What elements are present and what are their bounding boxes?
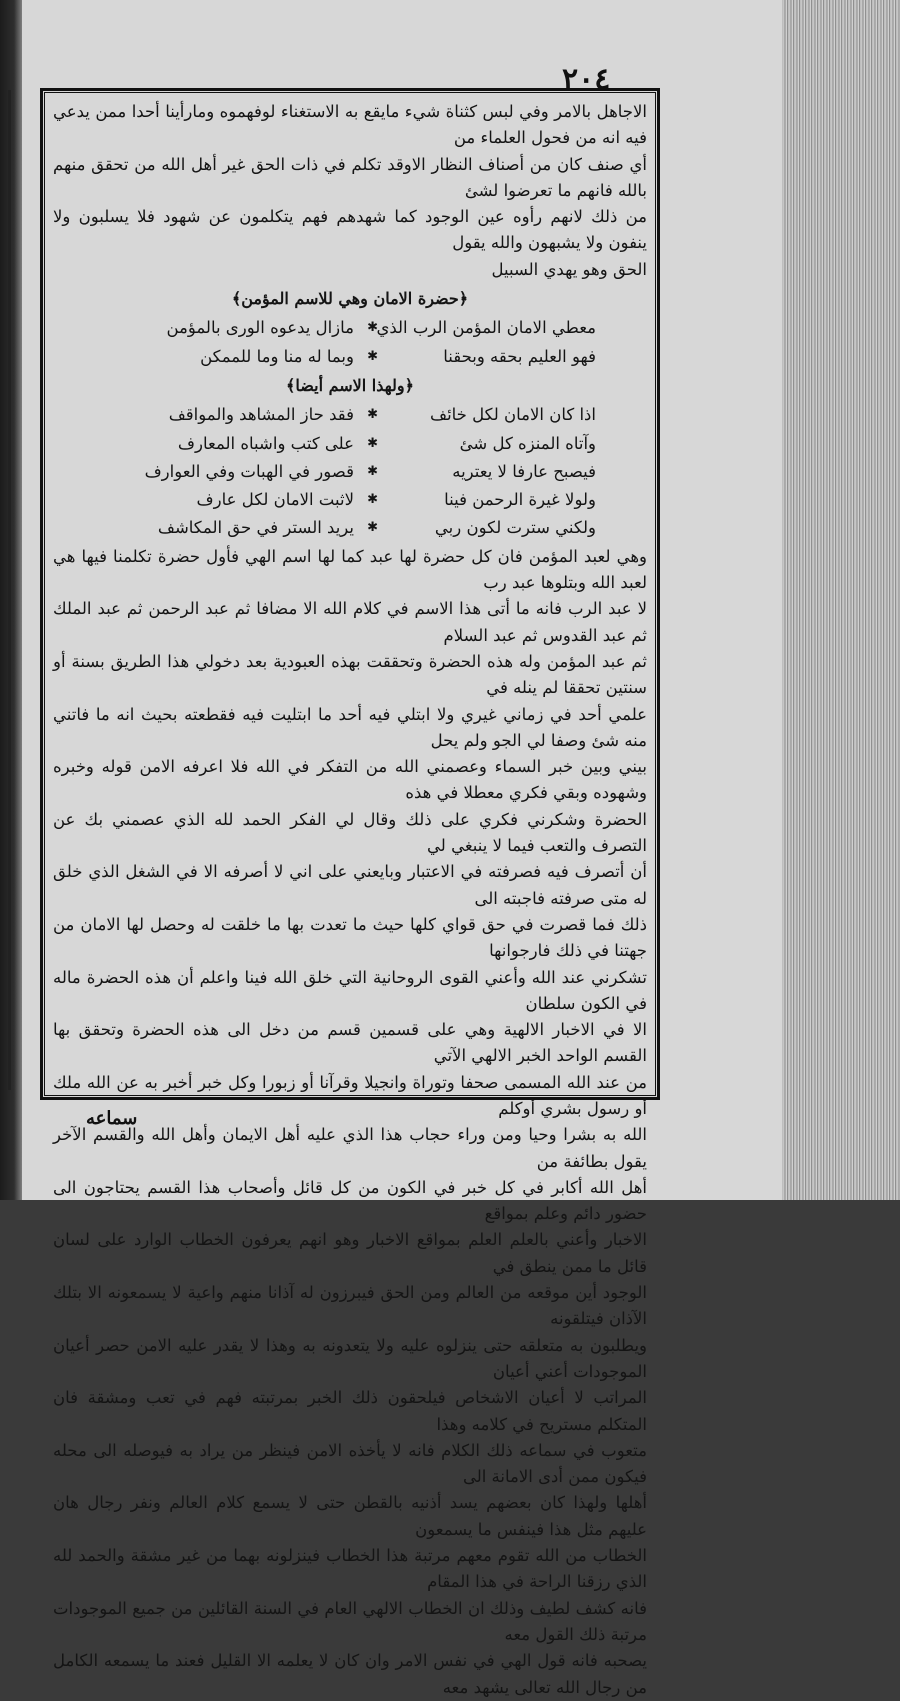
verse-left-hemistich: وبما له منا وما للممكن: [200, 346, 354, 366]
text-line: فانه كشف لطيف وذلك ان الخطاب الالهي العام في السنة القائلين من جميع الموجودات مرتبة ذلك القول معه: [53, 1598, 647, 1644]
text-line: يصحبه فانه قول الهي في نفس الامر وان كان لا يعلمه الا القليل فعند ما يسمعه الكامل من رجال الله تعالى يشهد معه: [53, 1651, 647, 1697]
verse-line: [53, 515, 647, 541]
verse-line: [53, 459, 647, 485]
gutter-shadow: [8, 90, 11, 1090]
verse-left-hemistich: قصور في الهبات وفي العوارف: [144, 461, 354, 481]
poem-block-2: [53, 402, 647, 541]
text-line: علمي أحد في زماني غيري ولا ابتلي فيه أحد ما ابتليت فيه فقطعته بحيث انه ما فاتني منه شئ وصفا لي الجو ولم يحل: [53, 704, 647, 750]
text-line: المراتب لا أعيان الاشخاص فيلحقون ذلك الخبر بمرتبته فهم في تعب ومشقة فان المتكلم مستريح في كلامه وهذا: [53, 1388, 647, 1434]
text-line: من ذلك لانهم رأوه عين الوجود كما شهدهم فهم يتكلمون عن شهود فلا يسلبون ولا ينفون ولا يشبهون والله يقول: [53, 207, 647, 253]
star-separator-icon: ✱: [367, 520, 378, 536]
text-line: الوجود أين موقعه من العالم ومن الحق فيبرزون له آذانا منهم واعية لا يسمعونه الا بتلك الآذان فيتلقونه: [53, 1283, 647, 1329]
text-line: الحضرة وشكرني فكري على ذلك وقال لي الفكر الحمد لله الذي عصمني بك عن التصرف والتعب فيما لا ينبغي لي: [53, 809, 647, 856]
page-edges: [775, 0, 900, 1200]
verse-left-hemistich: على كتب واشباه المعارف: [177, 433, 354, 453]
text-frame: [40, 88, 660, 1697]
text-line: الاخبار وأعني بالعلم العلم بمواقع الاخبار وهو انهم يعرفون الخطاب الوارد على لسان قائل ما ممن ينطق في: [53, 1230, 647, 1276]
verse-left-hemistich: يريد الستر في حق المكاشف: [157, 518, 354, 538]
star-separator-icon: ✱: [367, 435, 378, 451]
text-line: ويطلبون به متعلقه حتى ينزلوه عليه ولا يتعدونه به وهذا لا يقدر عليه الامن حصر أعيان الموجودات أعني أعيان: [53, 1335, 647, 1381]
verse-right-hemistich: معطي الامان المؤمن الرب الذي: [376, 318, 596, 338]
verse-left-hemistich: مازال يدعوه الورى بالمؤمن: [166, 318, 354, 338]
verse-right-hemistich: ولكني سترت لكون ربي: [434, 518, 596, 538]
page-number: ٢٠٤: [562, 62, 611, 97]
text-line: لا عبد الرب فانه ما أتى هذا الاسم في كلام الله الا مضافا ثم عبد الرحمن ثم عبد الملك ثم عبد القدوس ثم عبد السلام: [53, 599, 647, 645]
text-line: الاجاهل بالامر وفي لبس كثناة شيء مايقع به الاستغناء لوفهموه ومارأينا أحدا ممن يدعي فيه انه من فحول العلماء من: [53, 102, 647, 148]
intro-paragraph: [53, 99, 647, 283]
catchword: سماعه: [86, 1108, 138, 1129]
text-line: تشكرني عند الله وأعني القوى الروحانية التي خلق الله فينا واعلم أن هذه الحضرة ماله في الكون سلطان: [53, 967, 647, 1013]
text-line: الله به بشرا وحيا ومن وراء حجاب هذا الذي عليه أهل الايمان وأهل الله والقسم الآخر يقول بطائفة من: [53, 1125, 647, 1171]
section-heading: ﴿حضرة الامان وهي للاسم المؤمن﴾: [231, 289, 469, 309]
text-line: أي صنف كان من أصناف النظار الاوقد تكلم في ذات الحق غير أهل الله من تحقق منهم بالله فانهم ما تعرضوا لشئ: [53, 154, 647, 200]
verse-line: [53, 315, 647, 341]
star-separator-icon: ✱: [367, 492, 378, 508]
verse-right-hemistich: فيصبح عارفا لا يعتريه: [452, 461, 596, 481]
poem-block-1: [53, 315, 647, 370]
text-line: الا في الاخبار الالهية وهي على قسمين قسم من دخل الى هذه الحضرة وتحقق بها القسم الواحد الخبر الالهي الآتي: [53, 1020, 647, 1066]
text-line: وهي لعبد المؤمن فان كل حضرة لها عبد كما لها اسم الهي فأول حضرة تكلمنا فيها هي لعبد الله وبتلوها عبد رب: [53, 546, 647, 593]
text-line: ذلك فما قصرت في حق قواي كلها حيث ما تعدت بها ما خلقت له وحصل لها الامان من جهتنا في ذلك فارجوانها: [53, 914, 647, 961]
text-line: ثم عبد المؤمن وله هذه الحضرة وتحققت بهذه العبودية بعد دخولي هذا الطريق بسنة أو سنتين تحققا لم ينله في: [53, 651, 647, 698]
verse-right-hemistich: ولولا غيرة الرحمن فينا: [444, 490, 596, 510]
verse-line: [53, 344, 647, 370]
text-line: الحق وهو يهدي السبيل: [491, 259, 647, 279]
star-separator-icon: ✱: [367, 348, 378, 364]
star-separator-icon: ✱: [367, 320, 378, 336]
text-line: الخطاب من الله تقوم معهم مرتبة هذا الخطاب فينزلونه بهما من غير مشقة والحمد لله الذي رزقنا الراحة في هذا المقام: [53, 1546, 647, 1592]
verse-left-hemistich: لاثبت الامان لكل عارف: [196, 490, 354, 510]
body-paragraph: [53, 544, 647, 1701]
verse-line: [53, 487, 647, 513]
text-line: من عند الله المسمى صحفا وتوراة وانجيلا وقرآنا أو زبورا وكل خبر أخبر به عن الله ملك أو رسول بشري أوكلم: [53, 1072, 647, 1118]
text-line: بيني وبين خبر السماء وعصمني الله من التفكر في الله فلا اعرفه الامن قوله وخبره وشهوده وبقي فكري معطلا في هذه: [53, 757, 647, 803]
star-separator-icon: ✱: [367, 407, 378, 423]
star-separator-icon: ✱: [367, 463, 378, 479]
text-line: أن أتصرف فيه فصرفته في الاعتبار وبايعني على اني لا أصرفه الا في الشغل الذي خلق له متى صرفته فاجبته الى: [53, 862, 647, 908]
section-subheading: ﴿ولهذا الاسم أيضا﴾: [286, 375, 414, 395]
verse-right-hemistich: اذا كان الامان لكل خائف: [429, 405, 596, 425]
verse-right-hemistich: وآتاه المنزه كل شئ: [459, 433, 596, 453]
text-line: متعوب في سماعه ذلك الكلام فانه لا يأخذه الامن فينظر من يراد به فيوصله الى محله فيكون ممن أدى الامانة الى: [53, 1440, 647, 1487]
text-line: أهل الله أكابر في كل خبر في الكون من كل قائل وأصحاب هذا القسم يحتاجون الى حضور دائم وعلم بمواقع: [53, 1177, 647, 1224]
text-line: أهلها ولهذا كان بعضهم يسد أذنيه بالقطن حتى لا يسمع كلام العالم ونفر رجال هان عليهم مثل هذا فينفس ما يسمعون: [53, 1493, 647, 1539]
verse-line: [53, 431, 647, 457]
verse-right-hemistich: فهو العليم بحقه وبحقنا: [443, 346, 596, 366]
manuscript-page: [22, 0, 782, 1697]
verse-line: [53, 402, 647, 428]
verse-left-hemistich: فقد حاز المشاهد والمواقف: [168, 405, 354, 425]
